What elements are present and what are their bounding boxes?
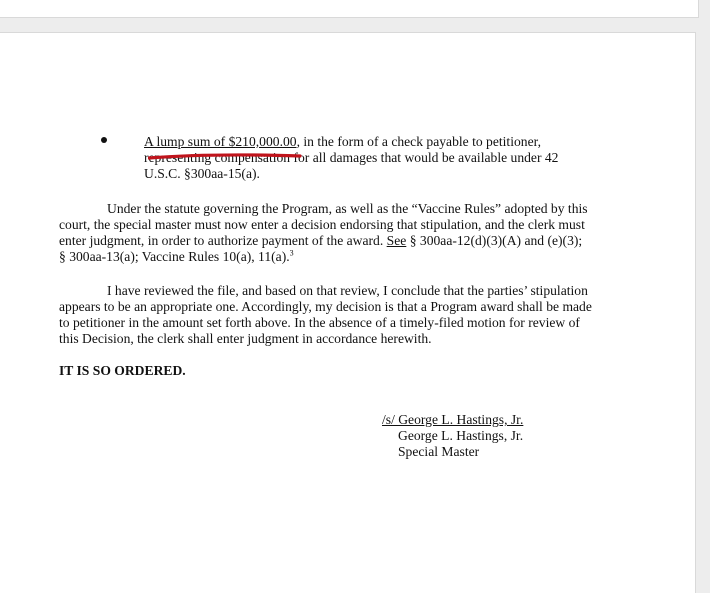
para1-line1: Under the statute governing the Program, as well as the “Vaccine Rules” adopted by this: [107, 201, 588, 216]
para1-line4: § 300aa-13(a); Vaccine Rules 10(a), 11(a).: [59, 249, 290, 264]
lump-sum-amount: A lump sum of $210,000.00: [144, 134, 297, 149]
bullet-line3: U.S.C. §300aa-15(a).: [144, 166, 260, 181]
signature-block: [382, 412, 523, 460]
footnote-marker: 3: [289, 248, 294, 258]
para2-line2: appears to be an appropriate one. Accordingly, my decision is that a Program award shall be made: [59, 299, 592, 314]
see-citation: See: [386, 233, 407, 248]
para1-line3a: enter judgment, in order to authorize payment of the award.: [59, 233, 387, 248]
order-heading: IT IS SO ORDERED.: [59, 363, 186, 378]
paragraph-statute: [59, 201, 639, 265]
document-page[interactable]: [0, 32, 696, 593]
para2-line4: this Decision, the clerk shall enter judgment in accordance herewith.: [59, 331, 432, 346]
red-pen-annotation-mark: [148, 152, 302, 162]
electronic-signature: /s/ George L. Hastings, Jr.: [382, 412, 524, 427]
para2-line1: I have reviewed the file, and based on that review, I conclude that the parties’ stipulation: [107, 283, 588, 298]
bullet-line1-rest: , in the form of a check payable to petitioner,: [296, 134, 541, 149]
bullet-line2: representing compensation for all damages that would be available under 42: [144, 150, 559, 165]
previous-page-edge: [0, 0, 699, 18]
paragraph-conclusion: [59, 283, 639, 347]
para1-line2: court, the special master must now enter a decision endorsing that stipulation, and the clerk must: [59, 217, 585, 232]
signer-title: Special Master: [398, 444, 480, 459]
para2-line3: to petitioner in the amount set forth above. In the absence of a timely-filed motion for review of: [59, 315, 580, 330]
signer-name: George L. Hastings, Jr.: [398, 428, 524, 443]
para1-line3b: § 300aa-12(d)(3)(A) and (e)(3);: [406, 233, 583, 248]
bullet-icon: [101, 137, 107, 143]
